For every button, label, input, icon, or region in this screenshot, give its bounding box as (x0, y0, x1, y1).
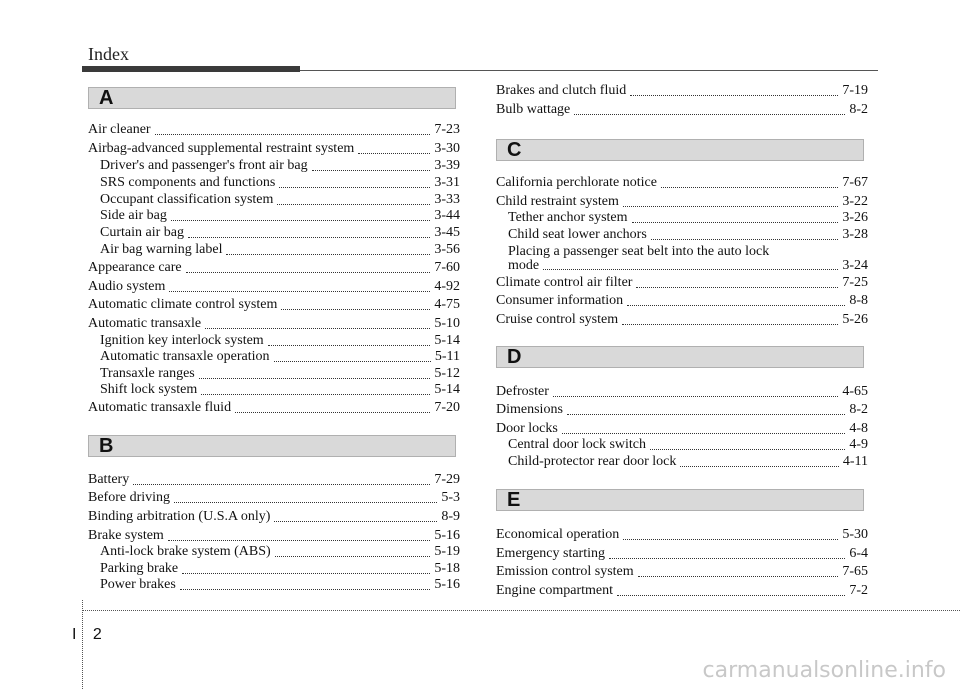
entry-term: Economical operation (496, 527, 620, 542)
leader-dots (623, 196, 838, 207)
entry-page: 7-23 (434, 122, 460, 137)
entry-page: 5-11 (434, 349, 460, 364)
leader-dots (199, 368, 431, 379)
entry-term: Dimensions (496, 402, 563, 417)
entry-page: 3-44 (434, 208, 460, 223)
entry-page: 4-9 (849, 437, 868, 452)
leader-dots (274, 511, 437, 522)
entry-page: 7-65 (842, 564, 868, 579)
entry-page: 7-19 (842, 83, 868, 98)
entry-term: Child-protector rear door lock (508, 454, 677, 469)
entry-term: Brake system (88, 528, 164, 543)
entry-term: Occupant classification system (100, 192, 274, 207)
index-subentry[interactable] (508, 437, 868, 453)
entry-page: 5-14 (434, 333, 460, 348)
entry-page: 5-16 (434, 577, 460, 592)
index-subentry[interactable] (100, 208, 460, 224)
index-entry[interactable] (496, 527, 868, 543)
index-subentry[interactable] (100, 333, 460, 349)
entry-page: 8-9 (441, 509, 460, 524)
index-subentry[interactable] (508, 210, 868, 226)
entry-term: Automatic transaxle (88, 316, 202, 331)
entry-term: Airbag-advanced supplemental restraint system (88, 141, 355, 156)
entry-page: 4-92 (434, 279, 460, 294)
leader-dots (226, 244, 430, 255)
entry-term: Emergency starting (496, 546, 605, 561)
entry-page: 3-31 (434, 175, 460, 190)
section-header-b (88, 435, 456, 457)
index-subentry[interactable] (100, 192, 460, 208)
entry-page: 7-2 (849, 583, 868, 598)
leader-dots (638, 566, 839, 577)
leader-dots (312, 160, 431, 171)
entry-page: 5-14 (434, 382, 460, 397)
footer-crop-line-horizontal (82, 610, 960, 611)
entry-term: Air cleaner (88, 122, 151, 137)
index-subentry[interactable] (100, 544, 460, 560)
entry-term: Automatic transaxle fluid (88, 400, 232, 415)
entry-term: Parking brake (100, 561, 179, 576)
entry-page: 5-10 (434, 316, 460, 331)
entry-term: Brakes and clutch fluid (496, 83, 627, 98)
entry-term: Curtain air bag (100, 225, 184, 240)
leader-dots (205, 318, 430, 329)
entry-term: Emission control system (496, 564, 634, 579)
entry-term: Child seat lower anchors (508, 227, 647, 242)
index-subentry[interactable] (100, 561, 460, 577)
index-entry[interactable] (496, 293, 868, 309)
header-rule-thick (82, 66, 300, 72)
entry-term: Before driving (88, 490, 171, 505)
index-entry[interactable] (88, 260, 460, 276)
entry-page: 4-65 (842, 384, 868, 399)
index-subentry[interactable] (508, 227, 868, 243)
entry-page: 3-39 (434, 158, 460, 173)
leader-dots (155, 124, 431, 135)
entry-term: Bulb wattage (496, 102, 571, 117)
entry-page: 7-29 (434, 472, 460, 487)
index-entry[interactable] (496, 564, 868, 580)
page-title: Index (88, 44, 129, 64)
section-letter: A (99, 87, 114, 109)
entry-term: Climate control air filter (496, 275, 633, 290)
index-subentry[interactable] (100, 158, 460, 174)
leader-dots (274, 351, 431, 362)
entry-term: Ignition key interlock system (100, 333, 264, 348)
entry-term: Transaxle ranges (100, 366, 195, 381)
entry-page: 5-18 (434, 561, 460, 576)
index-entry[interactable] (88, 297, 460, 313)
section-letter: E (507, 489, 521, 511)
index-entry[interactable] (88, 279, 460, 295)
entry-term: Automatic climate control system (88, 297, 278, 312)
index-entry[interactable] (496, 275, 868, 291)
leader-dots (268, 335, 431, 346)
leader-dots (622, 314, 838, 325)
index-entry[interactable] (88, 490, 460, 506)
entry-page: 4-11 (842, 454, 868, 469)
entry-term: Anti-lock brake system (ABS) (100, 544, 271, 559)
leader-dots (279, 177, 430, 188)
index-entry[interactable] (88, 472, 460, 488)
entry-term: Audio system (88, 279, 166, 294)
entry-page: 3-22 (842, 194, 868, 209)
index-entry[interactable] (496, 583, 868, 599)
index-entry[interactable] (88, 509, 460, 525)
leader-dots (188, 227, 430, 238)
entry-page: 3-33 (434, 192, 460, 207)
entry-page: 3-26 (842, 210, 868, 225)
page-number: I 2 (72, 626, 108, 643)
index-subentry[interactable] (508, 454, 868, 470)
entry-page: 3-28 (842, 227, 868, 242)
entry-page: 5-16 (434, 528, 460, 543)
entry-term: Central door lock switch (508, 437, 647, 452)
index-subentry-multiline[interactable] (508, 245, 868, 273)
index-subentry[interactable] (100, 349, 460, 365)
entry-term: Cruise control system (496, 312, 619, 327)
leader-dots (632, 212, 839, 223)
index-entry[interactable] (496, 175, 868, 191)
index-subentry[interactable] (100, 225, 460, 241)
index-entry[interactable] (496, 546, 868, 562)
index-entry[interactable] (88, 141, 460, 157)
entry-term: Appearance care (88, 260, 182, 275)
entry-term: California perchlorate notice (496, 175, 657, 190)
index-entry[interactable] (496, 421, 868, 437)
section-header-c (496, 139, 864, 161)
leader-dots (562, 423, 846, 434)
entry-term: Side air bag (100, 208, 167, 223)
leader-dots (650, 439, 845, 450)
leader-dots (574, 104, 845, 115)
entry-page: 6-4 (849, 546, 868, 561)
entry-term: Battery (88, 472, 130, 487)
index-entry[interactable] (496, 402, 868, 418)
entry-term: Tether anchor system (508, 210, 628, 225)
entry-term: Air bag warning label (100, 242, 223, 257)
entry-term: Automatic transaxle operation (100, 349, 270, 364)
entry-page: 5-30 (842, 527, 868, 542)
section-letter: B (99, 435, 114, 457)
index-entry[interactable] (496, 384, 868, 400)
entry-term: Engine compartment (496, 583, 614, 598)
section-header-e (496, 489, 864, 511)
footer-crop-line-vertical (82, 600, 83, 689)
index-subentry[interactable] (100, 175, 460, 191)
entry-page: 5-19 (434, 544, 460, 559)
header-rule-thin (300, 70, 878, 71)
leader-dots (661, 177, 838, 188)
index-entry[interactable] (88, 316, 460, 332)
index-subentry[interactable] (100, 366, 460, 382)
index-entry[interactable] (88, 528, 460, 544)
leader-dots (275, 546, 431, 557)
entry-term: Child restraint system (496, 194, 619, 209)
entry-page: 5-12 (434, 366, 460, 381)
leader-dots (567, 404, 845, 415)
entry-term: Shift lock system (100, 382, 198, 397)
leader-dots (201, 384, 430, 395)
entry-page: 7-67 (842, 175, 868, 190)
entry-page: 3-30 (434, 141, 460, 156)
section-header-a (88, 87, 456, 109)
leader-dots (133, 474, 430, 485)
entry-page: 3-56 (434, 242, 460, 257)
leader-dots (169, 281, 430, 292)
leader-dots (235, 402, 430, 413)
entry-term: SRS components and functions (100, 175, 276, 190)
leader-dots (553, 386, 838, 397)
entry-page: 8-2 (849, 402, 868, 417)
entry-term: Consumer information (496, 293, 624, 308)
entry-page: 7-20 (434, 400, 460, 415)
index-subentry[interactable] (100, 382, 460, 398)
entry-page: 5-3 (441, 490, 460, 505)
leader-dots (168, 530, 431, 541)
leader-dots (617, 585, 845, 596)
entry-term: Binding arbitration (U.S.A only) (88, 509, 271, 524)
leader-dots (627, 295, 845, 306)
entry-term: Defroster (496, 384, 549, 399)
index-entry[interactable] (496, 83, 868, 99)
section-letter: D (507, 346, 522, 368)
leader-dots (680, 456, 839, 467)
entry-term-line2: mode (508, 258, 540, 273)
leader-dots (651, 229, 839, 240)
index-entry[interactable] (496, 194, 868, 210)
entry-page: 8-8 (849, 293, 868, 308)
leader-dots (180, 579, 431, 590)
leader-dots (174, 492, 437, 503)
leader-dots (281, 299, 430, 310)
leader-dots (630, 85, 838, 96)
index-subentry[interactable] (100, 577, 460, 593)
entry-page: 3-24 (842, 258, 868, 273)
leader-dots (358, 143, 430, 154)
watermark: carmanualsonline.info (702, 658, 946, 683)
leader-dots (623, 529, 838, 540)
index-entry[interactable] (88, 400, 460, 416)
leader-dots (171, 210, 430, 221)
entry-term: Power brakes (100, 577, 176, 592)
section-header-d (496, 346, 864, 368)
leader-dots (186, 262, 431, 273)
entry-term: Door locks (496, 421, 558, 436)
entry-page: 3-45 (434, 225, 460, 240)
entry-page: 7-60 (434, 260, 460, 275)
entry-page: 8-2 (849, 102, 868, 117)
index-entry[interactable] (496, 102, 868, 118)
entry-page: 4-8 (849, 421, 868, 436)
leader-dots (609, 548, 845, 559)
index-subentry[interactable] (100, 242, 460, 258)
leader-dots (277, 194, 430, 205)
section-letter: C (507, 139, 522, 161)
leader-dots (182, 563, 430, 574)
entry-term: Driver's and passenger's front air bag (100, 158, 308, 173)
leader-dots (543, 259, 838, 270)
leader-dots (636, 277, 838, 288)
index-entry[interactable] (88, 122, 460, 138)
entry-term-line1: Placing a passenger seat belt into the auto lock (508, 244, 770, 259)
entry-page: 5-26 (842, 312, 868, 327)
index-entry[interactable] (496, 312, 868, 328)
entry-page: 7-25 (842, 275, 868, 290)
entry-page: 4-75 (434, 297, 460, 312)
